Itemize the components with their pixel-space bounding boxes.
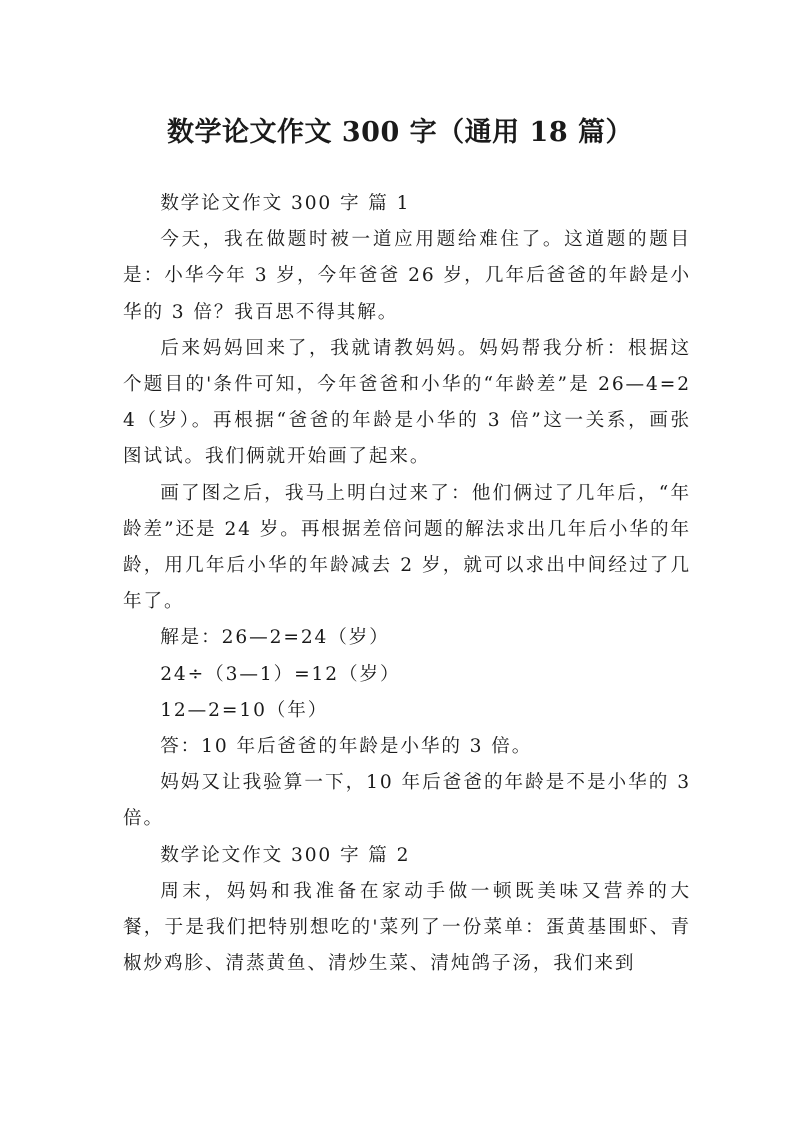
paragraph: 今天，我在做题时被一道应用题给难住了。这道题的题目是：小华今年 3 岁，今年爸爸 26 岁，几年后爸爸的年龄是小华的 3 倍？我百思不得其解。: [123, 229, 691, 323]
paragraph: 后来妈妈回来了，我就请教妈妈。妈妈帮我分析：根据这个题目的'条件可知，今年爸爸和小华的“年龄差”是 26—4=24（岁）。再根据“爸爸的年龄是小华的 3 倍”这一关系，画张图试试。我们俩就开始画了起来。: [123, 337, 691, 468]
section-heading-2: 数学论文作文 300 字 篇 2: [160, 844, 411, 866]
paragraph: 周末，妈妈和我准备在家动手做一顿既美味又营养的大餐，于是我们把特别想吃的'菜列了一份菜单：蛋黄基围虾、青椒炒鸡胗、清蒸黄鱼、清炒生菜、清炖鸽子汤，我们来到: [123, 880, 691, 975]
paragraph: 妈妈又让我验算一下，10 年后爸爸的年龄是不是小华的 3 倍。: [123, 772, 691, 830]
solution-line: 24÷（3—1）=12（岁）: [160, 663, 401, 685]
document-body: [123, 186, 691, 982]
paragraph: 画了图之后，我马上明白过来了：他们俩过了几年后，“年龄差”还是 24 岁。再根据差倍问题的解法求出几年后小华的年龄，用几年后小华的年龄减去 2 岁，就可以求出中间经过了几年了。: [123, 482, 691, 613]
section-heading-1: 数学论文作文 300 字 篇 1: [160, 193, 411, 214]
document-title: 数学论文作文 300 字（通用 18 篇）: [166, 117, 634, 149]
solution-line: 12—2=10（年）: [160, 699, 329, 721]
solution-line: 解是：26—2=24（岁）: [160, 627, 390, 649]
answer-line: 答：10 年后爸爸的年龄是小华的 3 倍。: [160, 736, 533, 758]
